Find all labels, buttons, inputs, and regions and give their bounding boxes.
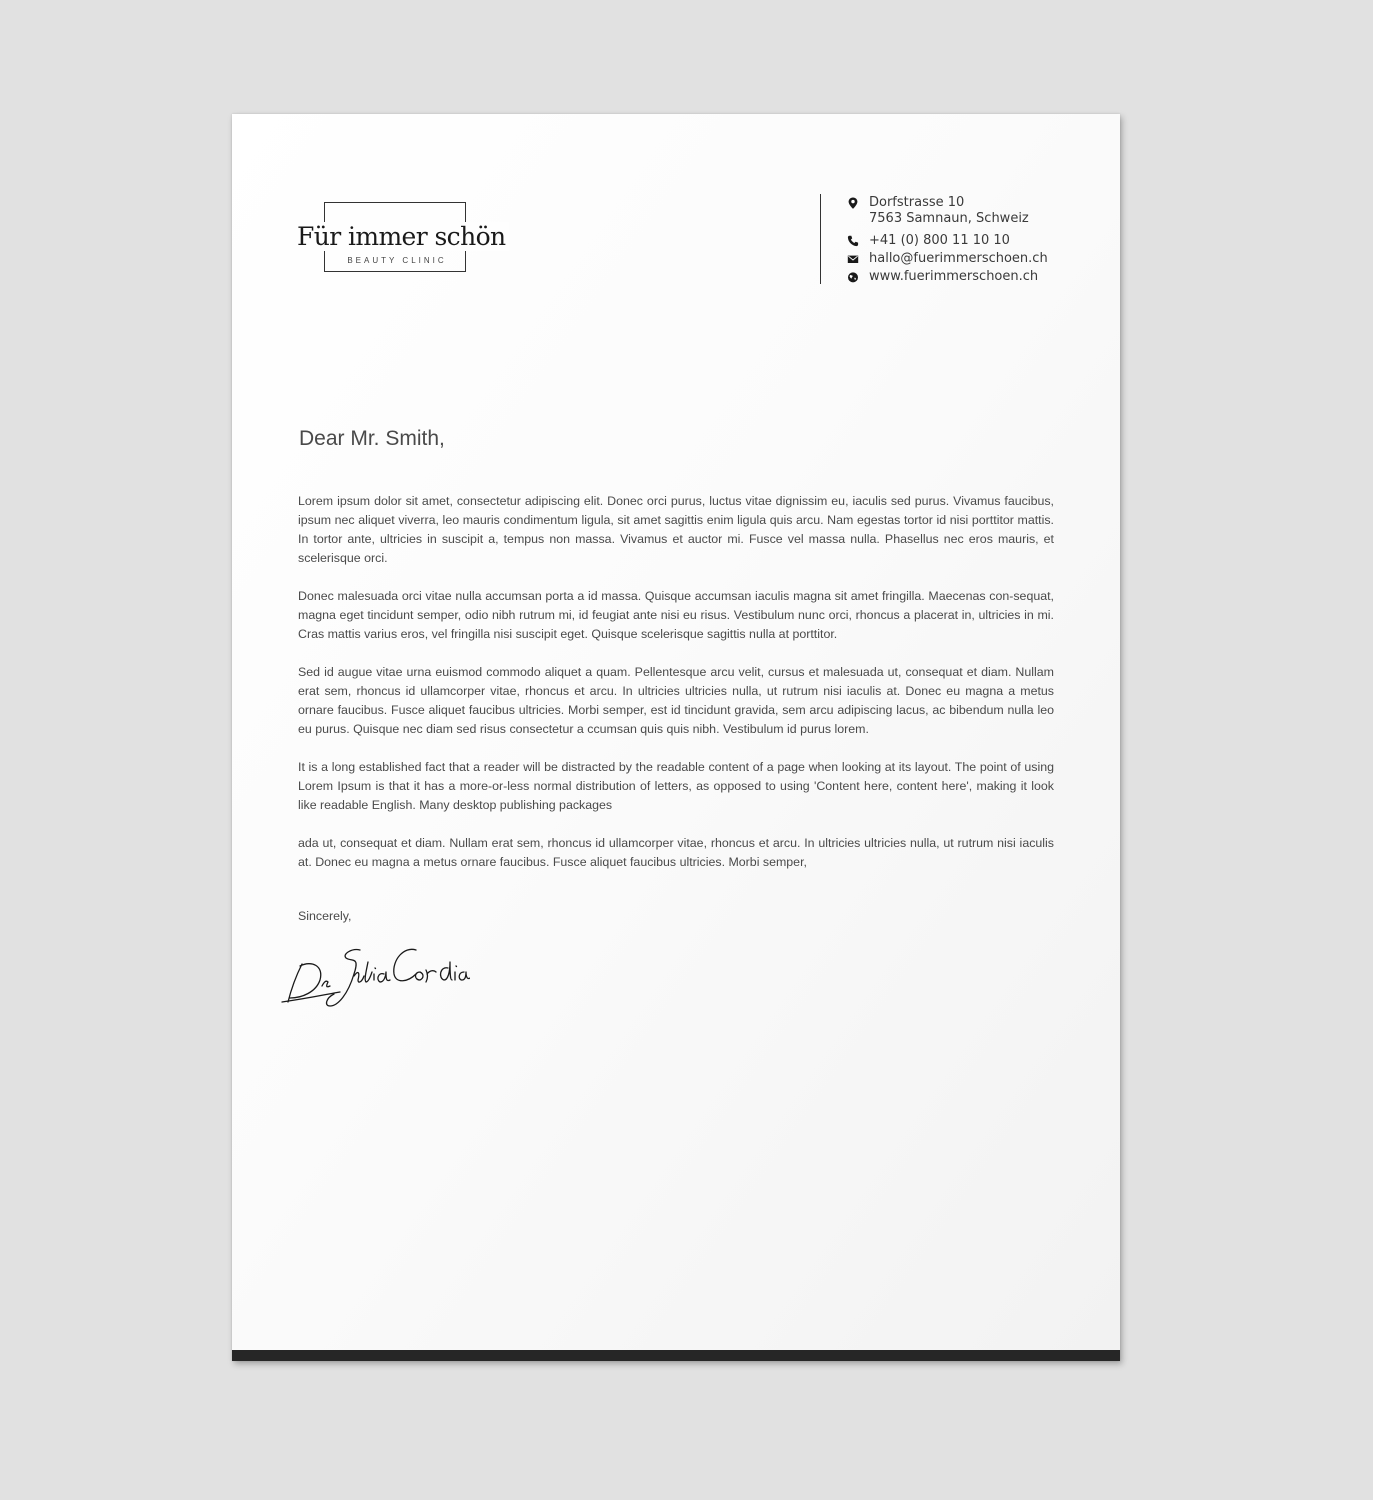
letter-body	[298, 492, 1054, 891]
website-url: www.fuerimmerschoen.ch	[869, 269, 1039, 284]
contact-phone	[847, 233, 1048, 249]
signature	[280, 936, 470, 1012]
clinic-logo	[294, 202, 506, 276]
globe-icon	[847, 271, 859, 283]
closing: Sincerely,	[298, 909, 352, 923]
body-paragraph-2: Donec malesuada orci vitae nulla accumsan porta a id massa. Quisque accumsan iaculis magna sit amet fringilla. Maecenas con-sequat, magna eget tincidunt semper, odio nibh rutrum mi, id feugiat ante nisi eu risus. Vestibulum nunc orci, rhoncus a placerat in, ultricies in mi. Cras mattis varius eros, vel fringilla nisi suscipit eget. Quisque scelerisque sagittis nulla at porttitor.	[298, 589, 1054, 641]
body-paragraph-3: Sed id augue vitae urna euismod commodo aliquet a quam. Pellentesque arcu velit, cursus et malesuada ut, consequat et diam. Nullam erat sem, rhoncus id ullamcorper vitae, rhoncus et arcu. In ultricies ultricies nulla, ut rutrum nisi iaculis at. Donec eu magna a metus ornare faucibus. Fusce aliquet faucibus ultricies. Morbi semper, est id tincidunt gravida, sem arcu adipiscing lacus, ac bibendum nulla leo eu purus. Quisque nec diam sed risus consectetur a ccumsan quis quis nibh. Vestibulum id purus lorem.	[298, 665, 1054, 736]
envelope-icon	[847, 253, 859, 265]
body-paragraph-5: ada ut, consequat et diam. Nullam erat sem, rhoncus id ullamcorper vitae, rhoncus et arcu. In ultricies ultricies nulla, ut rutrum nisi iaculis at. Donec eu magna a metus ornare faucibus. Fusce aliquet faucibus ultricies. Morbi semper,	[298, 836, 1054, 869]
letter-sheet	[232, 114, 1120, 1361]
phone-number: +41 (0) 800 11 10 10	[869, 233, 1010, 248]
footer-bar	[232, 1350, 1120, 1361]
address-line1: Dorfstrasse 10	[869, 195, 965, 210]
salutation: Dear Mr. Smith,	[299, 427, 445, 450]
logo-title: Für immer schön	[294, 222, 509, 251]
body-paragraph-4: It is a long established fact that a reader will be distracted by the readable content of a page when looking at its layout. The point of using Lorem Ipsum is that it has a more-or-less normal distribution of letters, as opposed to using 'Content here, content here', making it look like readable English. Many desktop publishing packages	[298, 760, 1054, 812]
email-address: hallo@fuerimmerschoen.ch	[869, 251, 1048, 266]
contact-block	[820, 194, 1048, 284]
contact-website	[847, 269, 1048, 285]
contact-address	[847, 195, 1048, 227]
phone-icon	[847, 235, 859, 247]
address-line2: 7563 Samnaun, Schweiz	[869, 211, 1029, 226]
logo-subtitle: BEAUTY CLINIC	[347, 256, 447, 265]
contact-email	[847, 251, 1048, 267]
body-paragraph-1: Lorem ipsum dolor sit amet, consectetur adipiscing elit. Donec orci purus, luctus vitae dignissim eu, iaculis sed purus. Vivamus faucibus, ipsum nec aliquet viverra, leo mauris condimentum ligula, sit amet sagittis enim ligula quis arcu. Nam egestas tortor id nisi porttitor mattis. In tortor ante, ultricies in suscipit a, tempus non massa. Vivamus et auctor mi. Fusce vel massa nulla. Phasellus nec eros mauris, et scelerisque orci.	[298, 494, 1054, 565]
location-pin-icon	[847, 197, 859, 209]
